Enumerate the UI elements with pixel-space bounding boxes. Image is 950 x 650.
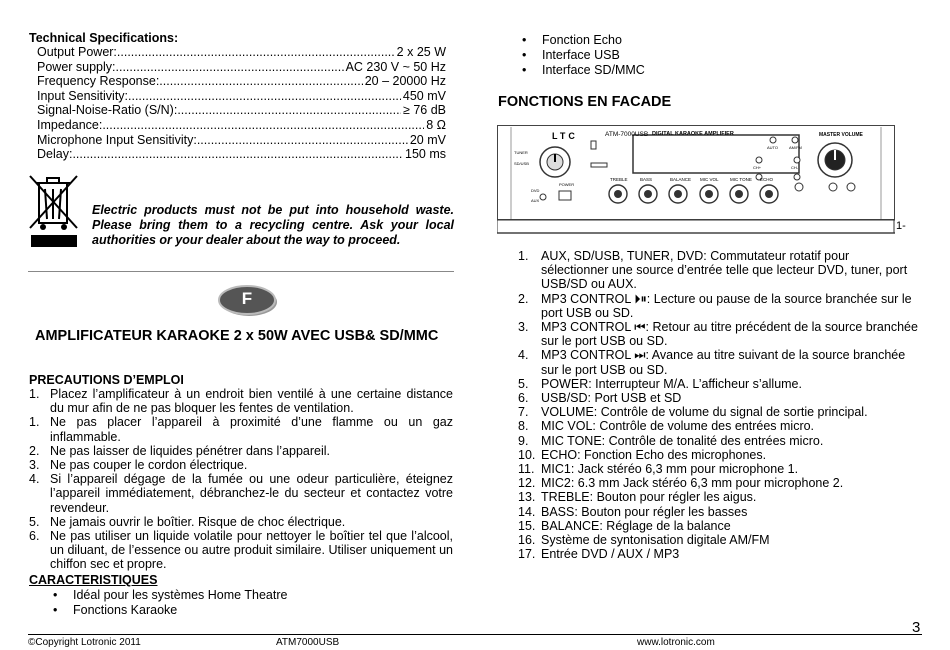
bullet-text: Interface SD/MMC <box>542 63 645 77</box>
list-item-text: Ne jamais ouvrir le boîtier. Risque de choc électrique. <box>50 514 346 529</box>
spec-leader <box>128 89 401 104</box>
spec-value: 2 x 25 W <box>396 45 446 59</box>
spec-leader <box>72 147 403 162</box>
list-item-number: 4. <box>29 472 40 487</box>
list-item-number: 6. <box>518 391 529 406</box>
list-item-text: AUX, SD/USB, TUNER, DVD: Commutateur rotatif pour sélectionner une source d’entrée telle que lecteur DVD, tuner, port USB/SD ou AUX. <box>541 249 908 292</box>
panel-source-label: DVD <box>531 188 540 193</box>
front-panel-image <box>497 125 895 237</box>
list-item-number: 4. <box>518 348 529 363</box>
panel-knob-label: TREBLE <box>610 177 628 182</box>
list-item-text: Ne pas utiliser un liquide volatile pour nettoyer le boîtier tel que l’alcool, un diluant, de l’essence ou autre produit similaire. Utiliser uniquement un chiffon sec et propre. <box>50 529 453 572</box>
spec-row <box>37 45 446 60</box>
list-item-text: BASS: Bouton pour régler les basses <box>541 504 748 519</box>
list-item <box>518 391 918 405</box>
footer-model: ATM7000USB <box>276 637 340 648</box>
list-item <box>29 444 453 458</box>
list-item-number: 10. <box>518 447 536 462</box>
list-item-text: Ne pas laisser de liquides pénétrer dans l’appareil. <box>50 443 331 458</box>
spec-leader <box>102 118 424 133</box>
bullet-item <box>522 48 645 63</box>
list-item-text: Placez l’amplificateur à un endroit bien ventilé à une certaine distance du mur afin de ne pas bloquer les fentes de ventilation. <box>50 387 453 416</box>
bullet-icon: • <box>522 48 527 62</box>
section-divider <box>28 271 454 272</box>
list-item-text: Si l’appareil dégage de la fumée ou une odeur particulière, éteignez l’appareil immédiatement, débranchez-le du secteur et contactez votre revendeur. <box>50 472 453 515</box>
list-item-text: Système de syntonisation digitale AM/FM <box>541 533 770 548</box>
precautions-list <box>29 387 453 572</box>
list-item <box>518 348 918 376</box>
list-item <box>29 529 453 572</box>
bullet-item <box>522 33 645 48</box>
characteristics-list-right <box>522 33 645 78</box>
list-item <box>29 472 453 515</box>
language-badge <box>218 282 278 318</box>
panel-button-label: AUTO <box>767 145 779 150</box>
list-item-text: TREBLE: Bouton pour régler les aigus. <box>541 490 757 505</box>
panel-button-label: CH- <box>791 165 799 170</box>
front-functions-list <box>518 249 918 561</box>
panel-source-label: AUX <box>531 198 540 203</box>
spec-label: Power supply: <box>37 59 116 74</box>
list-item <box>518 434 918 448</box>
list-item <box>29 387 453 415</box>
list-item <box>29 515 453 529</box>
spec-row <box>37 103 446 118</box>
list-item-number: 15. <box>518 518 536 533</box>
panel-source-label: POWER <box>559 182 575 187</box>
panel-button-label: CH+ <box>753 165 762 170</box>
panel-knob-label: BASS <box>640 177 653 182</box>
spec-leader <box>116 60 344 75</box>
list-item <box>518 292 918 320</box>
list-item <box>518 320 918 348</box>
list-item-text: MIC2: 6.3 mm Jack stéréo 6,3 mm pour microphone 2. <box>541 476 844 491</box>
spec-leader <box>159 74 362 89</box>
spec-row <box>37 133 446 148</box>
list-item-number: 5. <box>29 514 40 529</box>
list-item-number: 6. <box>29 529 40 544</box>
precautions-title: PRECAUTIONS D’EMPLOI <box>29 373 184 387</box>
list-item-number: 7. <box>518 405 529 420</box>
bullet-item <box>522 63 645 78</box>
list-item <box>518 405 918 419</box>
bullet-item <box>53 588 287 603</box>
spec-leader <box>197 133 408 148</box>
list-item <box>518 505 918 519</box>
language-badge-label: F <box>241 289 253 308</box>
spec-leader <box>177 103 401 118</box>
list-item-text: MP3 CONTROL ⏵⏸: Lecture ou pause de la source branchée sur le port USB ou SD. <box>541 291 912 320</box>
list-item <box>29 415 453 443</box>
list-item <box>518 377 918 391</box>
bullet-text: Fonctions Karaoke <box>73 603 178 617</box>
panel-model: ATM-7000USB <box>605 131 649 138</box>
spec-row <box>37 118 446 133</box>
spec-leader <box>117 45 395 60</box>
spec-label: Delay: <box>37 147 73 162</box>
panel-source-label: SD/USB <box>514 161 529 166</box>
list-item-number: 9. <box>518 433 529 448</box>
footer-website: www.lotronic.com <box>637 637 715 648</box>
list-item-number: 2. <box>29 443 40 458</box>
spec-label: Signal-Noise-Ratio (S/N): <box>37 103 178 118</box>
list-item-number: 1. <box>29 387 40 401</box>
weee-bin-icon <box>27 173 81 249</box>
panel-source-label: TUNER <box>514 150 528 155</box>
list-item <box>518 476 918 490</box>
front-title: FONCTIONS EN FACADE <box>498 94 672 110</box>
panel-knob-label: MIC TONE <box>730 177 752 182</box>
spec-row <box>37 89 446 104</box>
list-item-number: 13. <box>518 490 536 505</box>
list-item <box>29 458 453 472</box>
list-item-text: MP3 CONTROL ⏮: Retour au titre précédent de la source branchée sur le port USB ou SD. <box>541 320 918 349</box>
panel-master-label: MASTER VOLUME <box>819 132 863 138</box>
list-item-text: MIC VOL: Contrôle de volume des entrées micro. <box>541 419 815 434</box>
list-item-text: MP3 CONTROL ⏭: Avance au titre suivant de la source branchée sur le port USB ou SD. <box>541 348 906 377</box>
bullet-text: Idéal pour les systèmes Home Theatre <box>73 588 288 602</box>
list-item <box>518 419 918 433</box>
list-item <box>518 249 918 292</box>
spec-value: 20 mV <box>409 132 446 147</box>
panel-display-label: DIGITAL KARAOKE AMPLIFIER <box>652 131 734 137</box>
bullet-text: Fonction Echo <box>542 33 622 47</box>
spec-label: Input Sensitivity: <box>37 88 129 103</box>
list-item-number: 5. <box>518 376 529 391</box>
panel-knob-label: MIC VOL <box>700 177 719 182</box>
spec-value: 450 mV <box>402 88 446 103</box>
spec-label: Output Power: <box>37 45 117 59</box>
spec-value: AC 230 V ~ 50 Hz <box>345 59 446 74</box>
list-item <box>518 448 918 462</box>
panel-brand-logo: LTC <box>552 131 578 141</box>
bullet-item <box>53 603 287 618</box>
bullet-text: Interface USB <box>542 48 620 62</box>
spec-value: ≥ 76 dB <box>403 103 446 118</box>
weee-warning: Electric products must not be put into household waste. Please bring them to a recycling centre. Ask your local authorities or your dealer about the way to proceed. <box>92 203 454 247</box>
list-item-number: 14. <box>518 504 536 519</box>
list-item-number: 1. <box>29 415 40 430</box>
list-item-number: 1. <box>518 249 529 263</box>
spec-row <box>37 74 446 89</box>
list-item <box>518 462 918 476</box>
list-item-text: Ne pas couper le cordon électrique. <box>50 458 248 473</box>
list-item-number: 8. <box>518 419 529 434</box>
list-item-text: MIC TONE: Contrôle de tonalité des entrées micro. <box>541 433 824 448</box>
spec-value: 8 Ω <box>426 118 446 132</box>
bullet-icon: • <box>522 63 527 77</box>
list-item-text: POWER: Interrupteur M/A. L’afficheur s’allume. <box>541 376 802 391</box>
bullet-icon: • <box>522 33 527 47</box>
list-item <box>518 490 918 504</box>
spec-label: Impedance: <box>37 118 103 132</box>
panel-callout: 1- <box>896 220 906 232</box>
spec-row <box>37 147 446 162</box>
list-item <box>518 533 918 547</box>
list-item-number: 12. <box>518 476 536 491</box>
bullet-icon: • <box>53 588 58 602</box>
list-item-text: USB/SD: Port USB et SD <box>541 391 682 406</box>
characteristics-list-left <box>53 588 287 618</box>
list-item-number: 16. <box>518 533 536 548</box>
panel-button-label: AM/FM <box>789 145 802 150</box>
list-item <box>518 547 918 561</box>
list-item-number: 2. <box>518 291 529 306</box>
spec-label: Microphone Input Sensitivity: <box>37 132 197 147</box>
spec-value: 20 – 20000 Hz <box>364 74 446 89</box>
page-title: AMPLIFICATEUR KARAOKE 2 x 50W AVEC USB& SD/MMC <box>35 328 439 344</box>
list-item-number: 11. <box>518 462 535 477</box>
list-item-text: ECHO: Fonction Echo des microphones. <box>541 447 767 462</box>
list-item-text: Entrée DVD / AUX / MP3 <box>541 547 680 562</box>
panel-knob-label: ECHO <box>760 177 774 182</box>
footer-rule <box>28 634 922 635</box>
list-item-number: 3. <box>29 458 40 473</box>
spec-row <box>37 60 446 75</box>
list-item-number: 17. <box>518 547 536 562</box>
list-item-text: VOLUME: Contrôle de volume du signal de sortie principal. <box>541 405 868 420</box>
list-item <box>518 519 918 533</box>
page-number: 3 <box>912 619 921 636</box>
list-item-text: Ne pas placer l’appareil à proximité d’une flamme ou un gaz inflammable. <box>50 415 453 444</box>
footer-copyright: ©Copyright Lotronic 2011 <box>28 637 141 648</box>
bullet-icon: • <box>53 603 58 617</box>
list-item-text: BALANCE: Réglage de la balance <box>541 518 731 533</box>
specs-title: Technical Specifications: <box>29 31 179 45</box>
characteristics-title: CARACTERISTIQUES <box>29 573 158 587</box>
panel-knob-label: BALANCE <box>670 177 692 182</box>
list-item-text: MIC1: Jack stéréo 6,3 mm pour microphone 1. <box>541 462 799 477</box>
spec-label: Frequency Response: <box>37 74 160 89</box>
list-item-number: 3. <box>518 320 529 335</box>
spec-value: 150 ms <box>405 147 446 162</box>
